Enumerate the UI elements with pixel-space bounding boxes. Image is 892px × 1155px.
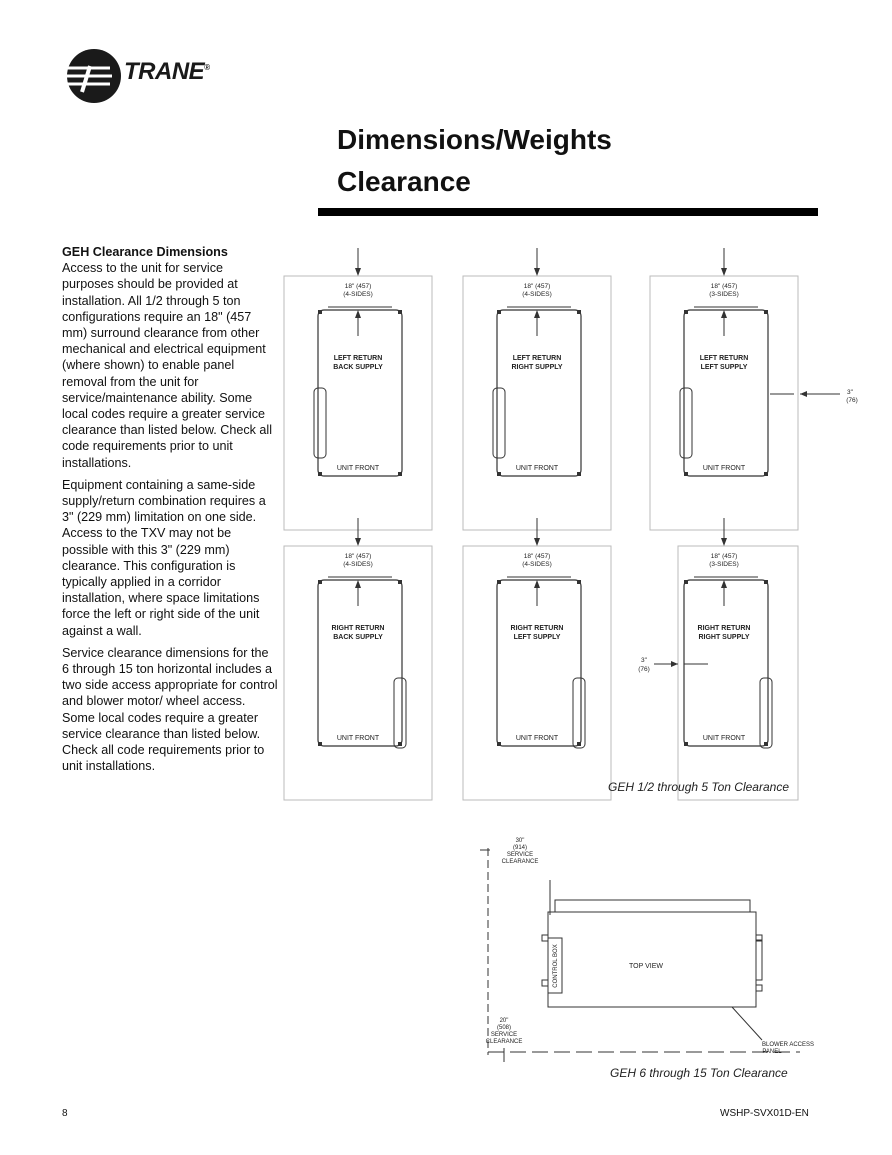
config-line1-5: RIGHT RETURN	[510, 625, 564, 632]
unit-front-6: UNIT FRONT	[702, 735, 746, 742]
sides-5: (4-SIDES)	[522, 561, 552, 568]
side-dim-3: 3"	[847, 389, 853, 396]
bottom-clear-in: 20"	[499, 1018, 509, 1024]
top-clear-l1: SERVICE	[506, 852, 534, 858]
config-line1-2: LEFT RETURN	[512, 355, 562, 362]
page-number: 8	[62, 1108, 68, 1119]
unit-front-2: UNIT FRONT	[515, 465, 559, 472]
side-mm-6: (76)	[638, 666, 650, 673]
config-line2-1: BACK SUPPLY	[333, 364, 383, 371]
figure1-caption: GEH 1/2 through 5 Ton Clearance	[608, 780, 790, 794]
top-dim-6: 18" (457)	[710, 553, 738, 560]
bottom-clear-l2: CLEARANCE	[485, 1039, 523, 1045]
section-heading: GEH Clearance Dimensions	[62, 245, 228, 259]
sides-6: (3-SIDES)	[709, 561, 739, 568]
top-clear-in: 30"	[515, 838, 525, 844]
config-line1-4: RIGHT RETURN	[331, 625, 385, 632]
side-dim-6: 3"	[641, 657, 647, 664]
top-dim-4: 18" (457)	[344, 553, 372, 560]
clearance-panel-2	[463, 248, 611, 530]
document-id: WSHP-SVX01D-EN	[720, 1108, 809, 1119]
top-dim-1: 18" (457)	[344, 283, 372, 290]
page-title-line1: Dimensions/Weights	[337, 124, 612, 155]
clearance-panel-1	[284, 248, 432, 530]
brand-name: TRANE®	[124, 58, 210, 85]
paragraph-2: Equipment containing a same-side supply/return combination requires a 3" (229 mm) limitation on one side. Access to the TXV may not be possible with this 3" (229 mm) clearance. This configuration is typically applied in a corridor installation, where space limitations force the left or right side of the unit against a wall.	[62, 477, 266, 638]
sides-2: (4-SIDES)	[522, 291, 552, 298]
top-dim-5: 18" (457)	[523, 553, 551, 560]
top-view-label: TOP VIEW	[629, 963, 663, 970]
config-line1-6: RIGHT RETURN	[697, 625, 751, 632]
unit-front-1: UNIT FRONT	[336, 465, 380, 472]
top-clear-mm: (914)	[512, 845, 528, 851]
config-line2-4: BACK SUPPLY	[333, 634, 383, 641]
top-clear-l2: CLEARANCE	[501, 859, 539, 865]
figure-large-unit-clearance	[470, 830, 830, 1065]
paragraph-3: Service clearance dimensions for the 6 through 15 ton horizontal includes a two side access appropriate for control and blower motor/ wheel access. Some local codes require a greater service clearance than listed below. Check all code requirements prior to unit installations.	[62, 645, 278, 774]
unit-front-4: UNIT FRONT	[336, 735, 380, 742]
sides-3: (3-SIDES)	[709, 291, 739, 298]
clearance-panel-5	[463, 518, 611, 800]
unit-front-5: UNIT FRONT	[515, 735, 559, 742]
side-mm-3: (76)	[846, 397, 858, 404]
top-dim-2: 18" (457)	[523, 283, 551, 290]
config-line2-5: LEFT SUPPLY	[513, 634, 561, 641]
config-line1-1: LEFT RETURN	[333, 355, 383, 362]
clearance-panel-6	[638, 518, 798, 800]
config-line2-3: LEFT SUPPLY	[700, 364, 748, 371]
control-box-label: CONTROL BOX	[553, 944, 559, 988]
config-line2-2: RIGHT SUPPLY	[511, 364, 563, 371]
clearance-panel-3	[650, 248, 858, 530]
config-line1-3: LEFT RETURN	[699, 355, 749, 362]
config-line2-6: RIGHT SUPPLY	[698, 634, 750, 641]
clearance-panel-4	[284, 518, 432, 800]
blower-label-1: BLOWER ACCESS	[761, 1042, 815, 1048]
sides-4: (4-SIDES)	[343, 561, 373, 568]
blower-label-2: PANEL	[762, 1049, 782, 1055]
unit-front-3: UNIT FRONT	[702, 465, 746, 472]
figure2-caption: GEH 6 through 15 Ton Clearance	[610, 1066, 788, 1080]
sides-1: (4-SIDES)	[343, 291, 373, 298]
paragraph-1: Access to the unit for service purposes should be provided at installation. All 1/2 through 5 ton configurations require an 18" (457 mm) surround clearance from other mechanical and electrical equipment (where shown) to enable panel removal from the unit for service/maintenance ability. Some local codes require a greater service clearance than listed below. Check all code requirements prior to unit installations.	[62, 261, 273, 470]
bottom-clear-mm: (508)	[496, 1025, 512, 1031]
bottom-clear-l1: SERVICE	[490, 1032, 518, 1038]
top-dim-3: 18" (457)	[710, 283, 738, 290]
page-title-line2: Clearance	[337, 166, 471, 197]
